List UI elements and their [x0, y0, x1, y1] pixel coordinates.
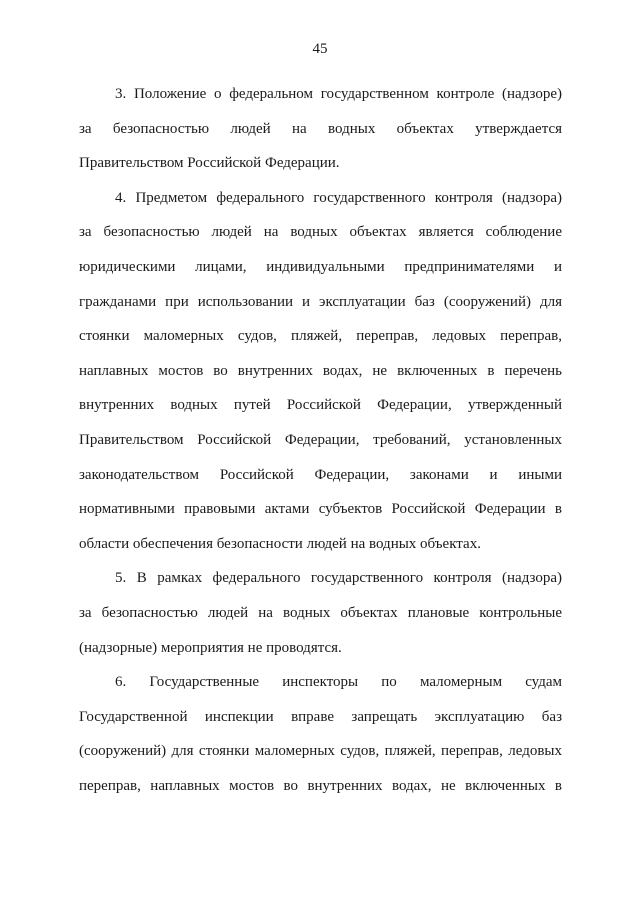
page-number: 45 — [312, 41, 328, 57]
text-line: гражданами при использовании и эксплуатации баз (сооружений) для — [79, 293, 562, 310]
text-line: Правительством Российской Федерации. — [79, 155, 340, 172]
text-line: стоянки маломерных судов, пляжей, переправ, ледовых переправ, — [79, 328, 562, 345]
text-line: переправ, наплавных мостов во внутренних водах, не включенных в — [79, 777, 562, 794]
text-line: 6. Государственные инспекторы по маломерным судам — [115, 674, 562, 691]
text-line: 5. В рамках федерального государственного контроля (надзора) — [115, 570, 562, 587]
text-line: (сооружений) для стоянки маломерных судов, пляжей, переправ, ледовых — [79, 743, 562, 760]
text-line: области обеспечения безопасности людей на водных объектах. — [79, 535, 481, 552]
paragraph-6 — [79, 665, 562, 803]
text-line: законодательством Российской Федерации, законами и иными — [79, 466, 562, 483]
text-line: Государственной инспекции вправе запрещать эксплуатацию баз — [79, 708, 562, 725]
paragraph-4 — [79, 181, 562, 562]
text-line: юридическими лицами, индивидуальными предпринимателями и — [79, 258, 562, 275]
text-line: 4. Предметом федерального государственного контроля (надзора) — [115, 189, 562, 206]
text-line: (надзорные) мероприятия не проводятся. — [79, 639, 342, 656]
text-line: за безопасностью людей на водных объектах утверждается — [79, 120, 562, 137]
text-line: 3. Положение о федеральном государственном контроле (надзоре) — [115, 86, 562, 102]
paragraph-3 — [79, 77, 562, 181]
paragraph-5 — [79, 561, 562, 665]
text-line: наплавных мостов во внутренних водах, не включенных в перечень — [79, 362, 562, 379]
text-line: внутренних водных путей Российской Федерации, утвержденный — [79, 397, 562, 414]
text-line: нормативными правовыми актами субъектов Российской Федерации в — [79, 501, 562, 518]
text-line: за безопасностью людей на водных объектах плановые контрольные — [79, 604, 562, 621]
text-line: Правительством Российской Федерации, требований, установленных — [79, 431, 562, 448]
document-body — [79, 77, 562, 803]
text-line: за безопасностью людей на водных объектах является соблюдение — [79, 224, 562, 241]
